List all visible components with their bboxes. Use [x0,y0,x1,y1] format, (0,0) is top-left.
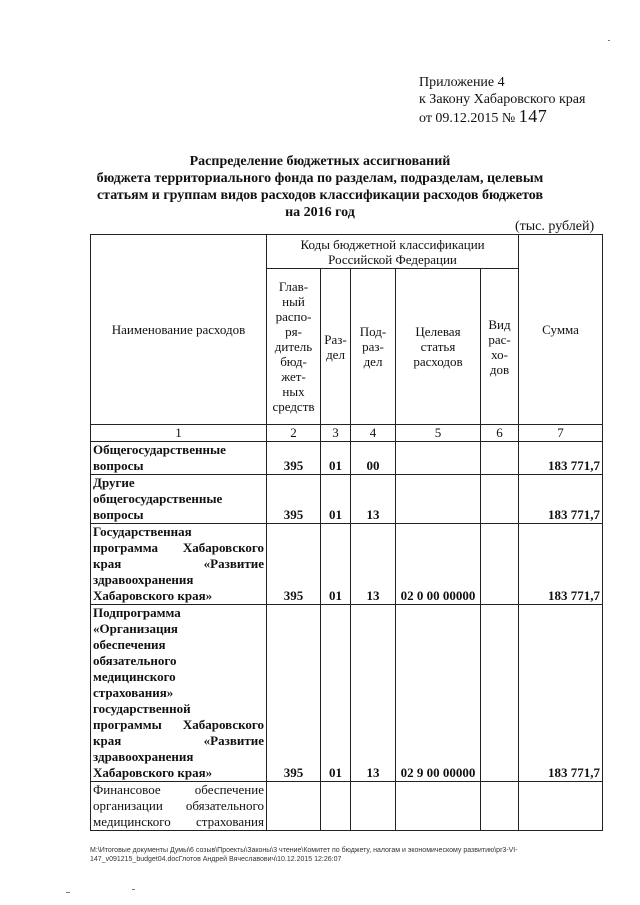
empty-cell [321,782,351,831]
scan-speck [608,40,610,41]
table-row [91,782,603,831]
row-subsection: 13 [351,475,396,524]
row-sum: 183 771,7 [519,442,603,475]
header-target: Целевая статья расходов [396,269,481,425]
row-name: Общегосударственные вопросы [91,442,267,475]
col-number: 7 [519,425,603,442]
header-section: Раз- дел [321,269,351,425]
row-target [396,442,481,475]
row-admin: 395 [267,524,321,605]
header-name: Наименование расходов [91,235,267,425]
row-target [396,475,481,524]
row-admin: 395 [267,605,321,782]
title-line-2: бюджета территориального фонда по разделам, подразделам, целевым [96,171,544,186]
title-line-1: Распределение бюджетных ассигнований [189,154,451,169]
unit-label: (тыс. рублей) [515,219,595,234]
row-name: Другие общегосударственные вопросы [91,475,267,524]
row-subsection: 00 [351,442,396,475]
row-type [481,605,519,782]
scan-speck [66,892,70,893]
header-subsection: Под- раз- дел [351,269,396,425]
row-admin: 395 [267,475,321,524]
title-line-4: на 2016 год [285,205,355,220]
header-codes-group: Коды бюджетной классификации Российской Федерации [267,235,519,269]
col-number: 2 [267,425,321,442]
document-header [419,74,585,127]
row-target: 02 9 00 00000 [396,605,481,782]
col-number: 5 [396,425,481,442]
row-type [481,442,519,475]
row-sum: 183 771,7 [519,524,603,605]
table-row [91,442,603,475]
row-sum: 183 771,7 [519,475,603,524]
col-number: 6 [481,425,519,442]
appendix-label: Приложение 4 [419,75,505,90]
header-type: Вид рас- хо- дов [481,269,519,425]
row-name: Государственная программа Хабаровского края «Развитие здравоохранения Хабаровского края» [91,524,267,605]
file-path-line-2: 147_v091215_budget04.docГлотов Андрей Вячеславович\10.12.2015 12:26:07 [90,856,342,863]
table-row [91,524,603,605]
column-numbers-row [91,425,603,442]
row-name: Подпрограмма «Организация обеспечения обязательного медицинского страхования» государственной программы Хабаровского края «Развитие здравоохранения Хабаровского края» [91,605,267,782]
row-admin: 395 [267,442,321,475]
empty-cell [267,782,321,831]
title-line-3: статьям и группам видов расходов классификации расходов бюджетов [96,188,544,203]
row-section: 01 [321,605,351,782]
row-section: 01 [321,475,351,524]
law-date-line [419,108,585,127]
row-name: Финансовое обеспечение организации обязательного медицинского страхования [91,782,267,831]
file-path-footer [90,846,602,864]
row-type [481,475,519,524]
file-path-line-1: М:\Итоговые документы Думы\6 созыв\Проекты\Законы\3 чтение\Комитет по бюджету, налогам и экономическому развитию\pr3-VI- [90,847,518,854]
law-date: от 09.12.2015 № [419,111,516,126]
row-section: 01 [321,524,351,605]
row-section: 01 [321,442,351,475]
row-type [481,524,519,605]
empty-cell [396,782,481,831]
table-row [91,605,603,782]
budget-table [90,234,603,831]
row-sum: 183 771,7 [519,605,603,782]
row-subsection: 13 [351,524,396,605]
header-admin: Глав- ный распо- ря- дитель бюд- жет- ных средств [267,269,321,425]
header-sum: Сумма [519,235,603,425]
empty-cell [481,782,519,831]
col-number: 1 [91,425,267,442]
document-title [78,153,562,221]
scan-speck [132,889,135,890]
empty-cell [519,782,603,831]
table-row [91,475,603,524]
empty-cell [351,782,396,831]
law-number: 147 [518,106,548,126]
col-number: 3 [321,425,351,442]
row-subsection: 13 [351,605,396,782]
law-reference: к Закону Хабаровского края [419,92,586,107]
col-number: 4 [351,425,396,442]
row-target: 02 0 00 00000 [396,524,481,605]
